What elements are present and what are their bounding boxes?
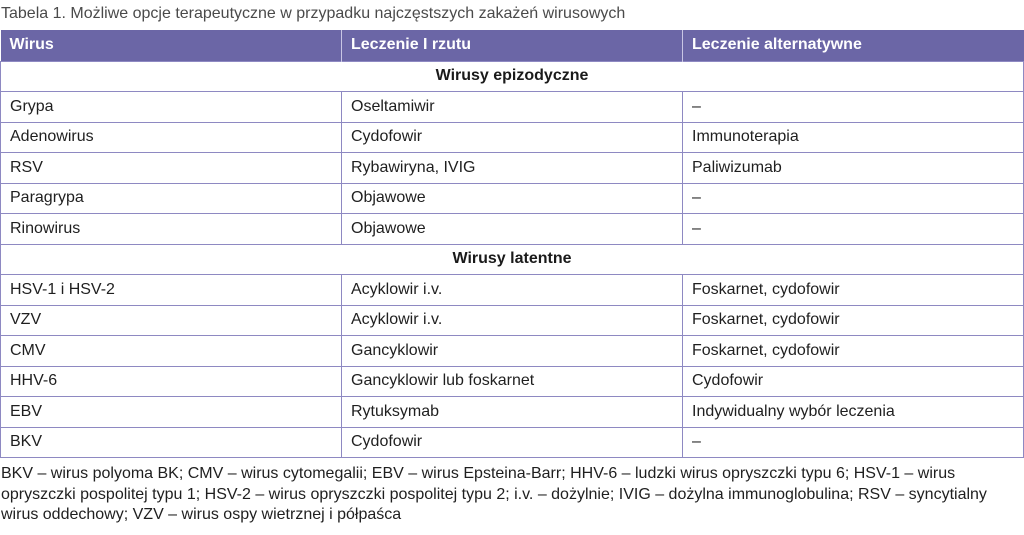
cell-virus: VZV xyxy=(1,305,342,336)
cell-alternative: – xyxy=(683,427,1024,458)
cell-first-line: Acyklowir i.v. xyxy=(342,305,683,336)
table-row xyxy=(1,275,1024,306)
table-row xyxy=(1,366,1024,397)
table-caption: Tabela 1. Możliwe opcje terapeutyczne w przypadku najczęstszych zakażeń wirusowych xyxy=(1,5,626,22)
cell-first-line: Gancyklowir xyxy=(342,336,683,367)
cell-alternative: Foskarnet, cydofowir xyxy=(683,305,1024,336)
cell-virus: CMV xyxy=(1,336,342,367)
cell-virus: HSV-1 i HSV-2 xyxy=(1,275,342,306)
table-row xyxy=(1,214,1024,245)
table-row xyxy=(1,183,1024,214)
cell-alternative: – xyxy=(683,214,1024,245)
cell-alternative: – xyxy=(683,92,1024,123)
cell-virus: Adenowirus xyxy=(1,122,342,153)
cell-alternative: Cydofowir xyxy=(683,366,1024,397)
cell-first-line: Rytuksymab xyxy=(342,397,683,428)
header-first-line: Leczenie I rzutu xyxy=(342,30,683,61)
cell-first-line: Gancyklowir lub foskarnet xyxy=(342,366,683,397)
section-row xyxy=(1,244,1024,275)
header-alternative: Leczenie alternatywne xyxy=(683,30,1024,61)
table-row xyxy=(1,92,1024,123)
cell-alternative: Indywidualny wybór leczenia xyxy=(683,397,1024,428)
cell-first-line: Cydofowir xyxy=(342,427,683,458)
cell-first-line: Oseltamiwir xyxy=(342,92,683,123)
table-row xyxy=(1,397,1024,428)
cell-first-line: Objawowe xyxy=(342,214,683,245)
table-row xyxy=(1,305,1024,336)
cell-alternative: Foskarnet, cydofowir xyxy=(683,275,1024,306)
cell-virus: RSV xyxy=(1,153,342,184)
cell-first-line: Acyklowir i.v. xyxy=(342,275,683,306)
cell-alternative: Foskarnet, cydofowir xyxy=(683,336,1024,367)
cell-alternative: – xyxy=(683,183,1024,214)
section-row xyxy=(1,61,1024,92)
cell-virus: EBV xyxy=(1,397,342,428)
cell-virus: Paragrypa xyxy=(1,183,342,214)
table-row xyxy=(1,153,1024,184)
therapy-table xyxy=(0,30,1024,458)
cell-alternative: Immunoterapia xyxy=(683,122,1024,153)
table-row xyxy=(1,427,1024,458)
table-footnote: BKV – wirus polyoma BK; CMV – wirus cytomegalii; EBV – wirus Epsteina-Barr; HHV-6 – ludzki wirus opryszczki typu 6; HSV-1 – wirus opryszczki pospolitej typu 1; HSV-2 – wirus opryszczki pospolitej typu 2; i.v. – dożylnie; IVIG – dożylna immunoglobulina; RSV – syncytialny wirus oddechowy; VZV – wirus ospy wietrznej i półpaśca xyxy=(1,465,987,523)
table-row xyxy=(1,122,1024,153)
table-header-row xyxy=(1,30,1024,61)
cell-first-line: Objawowe xyxy=(342,183,683,214)
cell-first-line: Cydofowir xyxy=(342,122,683,153)
section-title: Wirusy epizodyczne xyxy=(1,61,1024,92)
table-row xyxy=(1,336,1024,367)
cell-alternative: Paliwizumab xyxy=(683,153,1024,184)
cell-virus: HHV-6 xyxy=(1,366,342,397)
cell-first-line: Rybawiryna, IVIG xyxy=(342,153,683,184)
cell-virus: Rinowirus xyxy=(1,214,342,245)
section-title: Wirusy latentne xyxy=(1,244,1024,275)
header-virus: Wirus xyxy=(1,30,342,61)
cell-virus: Grypa xyxy=(1,92,342,123)
cell-virus: BKV xyxy=(1,427,342,458)
